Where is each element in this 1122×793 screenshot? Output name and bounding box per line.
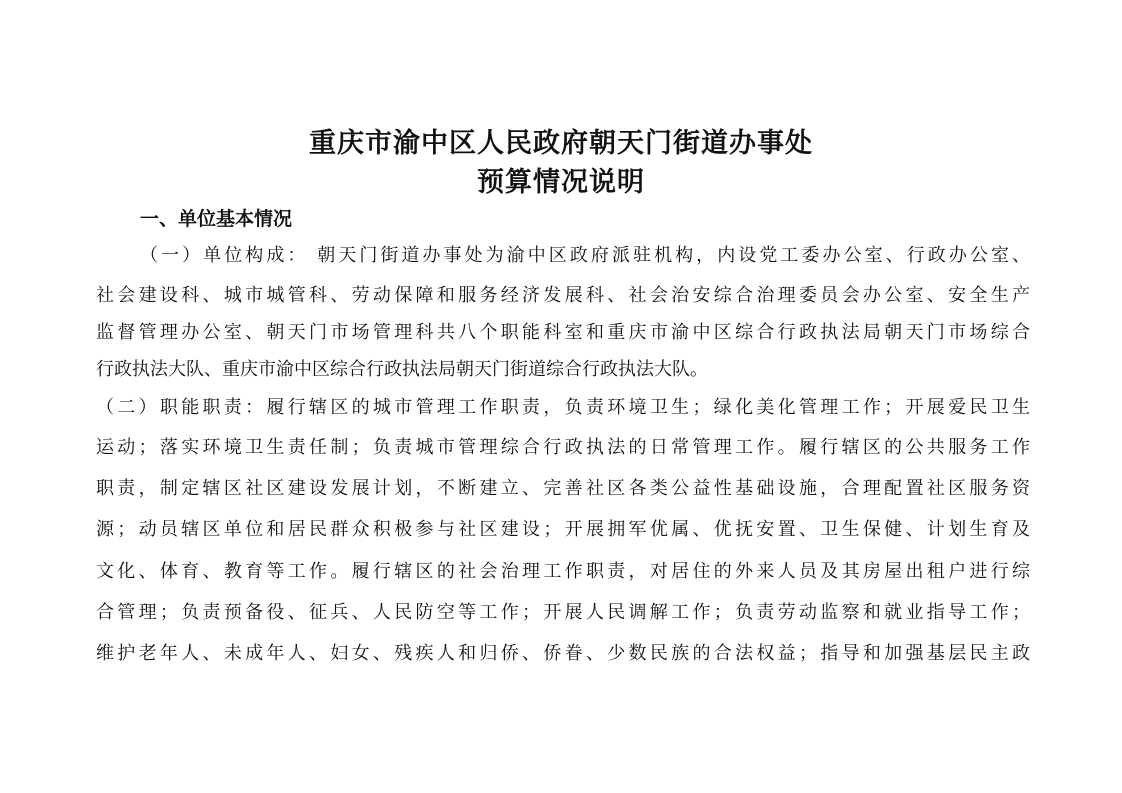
paragraph-line: 社会建设科、城市城管科、劳动保障和服务经济发展科、社会治安综合治理委员会办公室、安全生产 <box>96 285 1030 306</box>
paragraph-line: 维护老年人、未成年人、妇女、残疾人和归侨、侨眷、少数民族的合法权益；指导和加强基层民主政 <box>96 643 1030 664</box>
paragraph-line: 行政执法大队、重庆市渝中区综合行政执法局朝天门街道综合行政执法大队。 <box>96 359 708 380</box>
paragraph-line: 合管理；负责预备役、征兵、人民防空等工作；开展人民调解工作；负责劳动监察和就业指导工作； <box>96 602 1030 623</box>
paragraph-line: 运动；落实环境卫生责任制；负责城市管理综合行政执法的日常管理工作。履行辖区的公共服务工作 <box>96 437 1030 458</box>
document-subtitle: 预算情况说明 <box>477 167 645 198</box>
paragraph-line: 文化、体育、教育等工作。履行辖区的社会治理工作职责，对居住的外来人员及其房屋出租户进行综 <box>96 561 1030 582</box>
document-title: 重庆市渝中区人民政府朝天门街道办事处 <box>309 128 813 159</box>
paragraph-line: （一）单位构成： 朝天门街道办事处为渝中区政府派驻机构，内设党工委办公室、行政办公室、 <box>140 245 1030 266</box>
paragraph-line: （二）职能职责：履行辖区的城市管理工作职责，负责环境卫生；绿化美化管理工作；开展爱民卫生 <box>96 397 1030 418</box>
paragraph-line: 职责，制定辖区社区建设发展计划，不断建立、完善社区各类公益性基础设施，合理配置社区服务资 <box>96 478 1030 499</box>
paragraph-line: 源；动员辖区单位和居民群众积极参与社区建设；开展拥军优属、优抚安置、卫生保健、计划生育及 <box>96 519 1030 540</box>
paragraph-line: 监督管理办公室、朝天门市场管理科共八个职能科室和重庆市渝中区综合行政执法局朝天门市场综合 <box>96 322 1030 343</box>
section-heading-basic-info: 一、单位基本情况 <box>140 208 293 230</box>
